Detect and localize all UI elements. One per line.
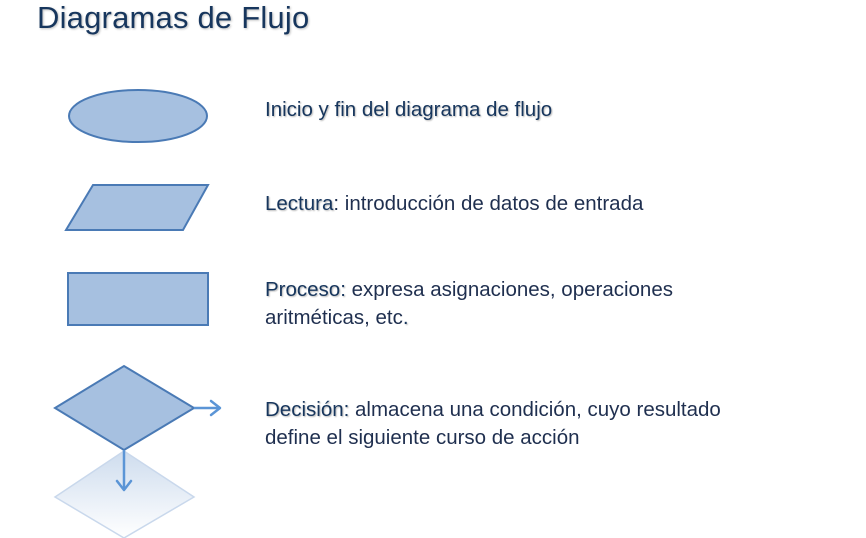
diamond-icon [55, 366, 194, 450]
process-text-line2: aritméticas, etc [265, 306, 403, 329]
input-description [265, 190, 643, 218]
ellipse-icon [69, 90, 207, 142]
decision-term: Decisión: [265, 398, 350, 421]
process-term: Proceso: [265, 278, 346, 301]
rectangle-icon [68, 273, 208, 325]
process-description [265, 276, 673, 332]
decision-line-1 [265, 396, 721, 424]
decision-text-line2: define el siguiente curso de acción [265, 426, 580, 449]
page-title: Diagramas de Flujo [37, 0, 310, 35]
arrow-right-icon [194, 401, 220, 415]
process-text-line1: expresa asignaciones, operaciones [345, 278, 673, 301]
start-end-description [265, 96, 552, 124]
input-text: : introducción de datos de entrada [333, 192, 644, 215]
process-text-end: . [402, 306, 409, 329]
decision-description [265, 396, 721, 452]
process-line-1 [265, 276, 673, 304]
start-end-text: Inicio y fin del diagrama de flujo [265, 98, 553, 121]
parallelogram-icon [66, 185, 208, 230]
decision-line-2 [265, 424, 721, 452]
process-line-2 [265, 304, 673, 332]
decision-text-line1: almacena una condición, cuyo resultado [349, 398, 721, 421]
input-term: Lectura [265, 192, 334, 215]
